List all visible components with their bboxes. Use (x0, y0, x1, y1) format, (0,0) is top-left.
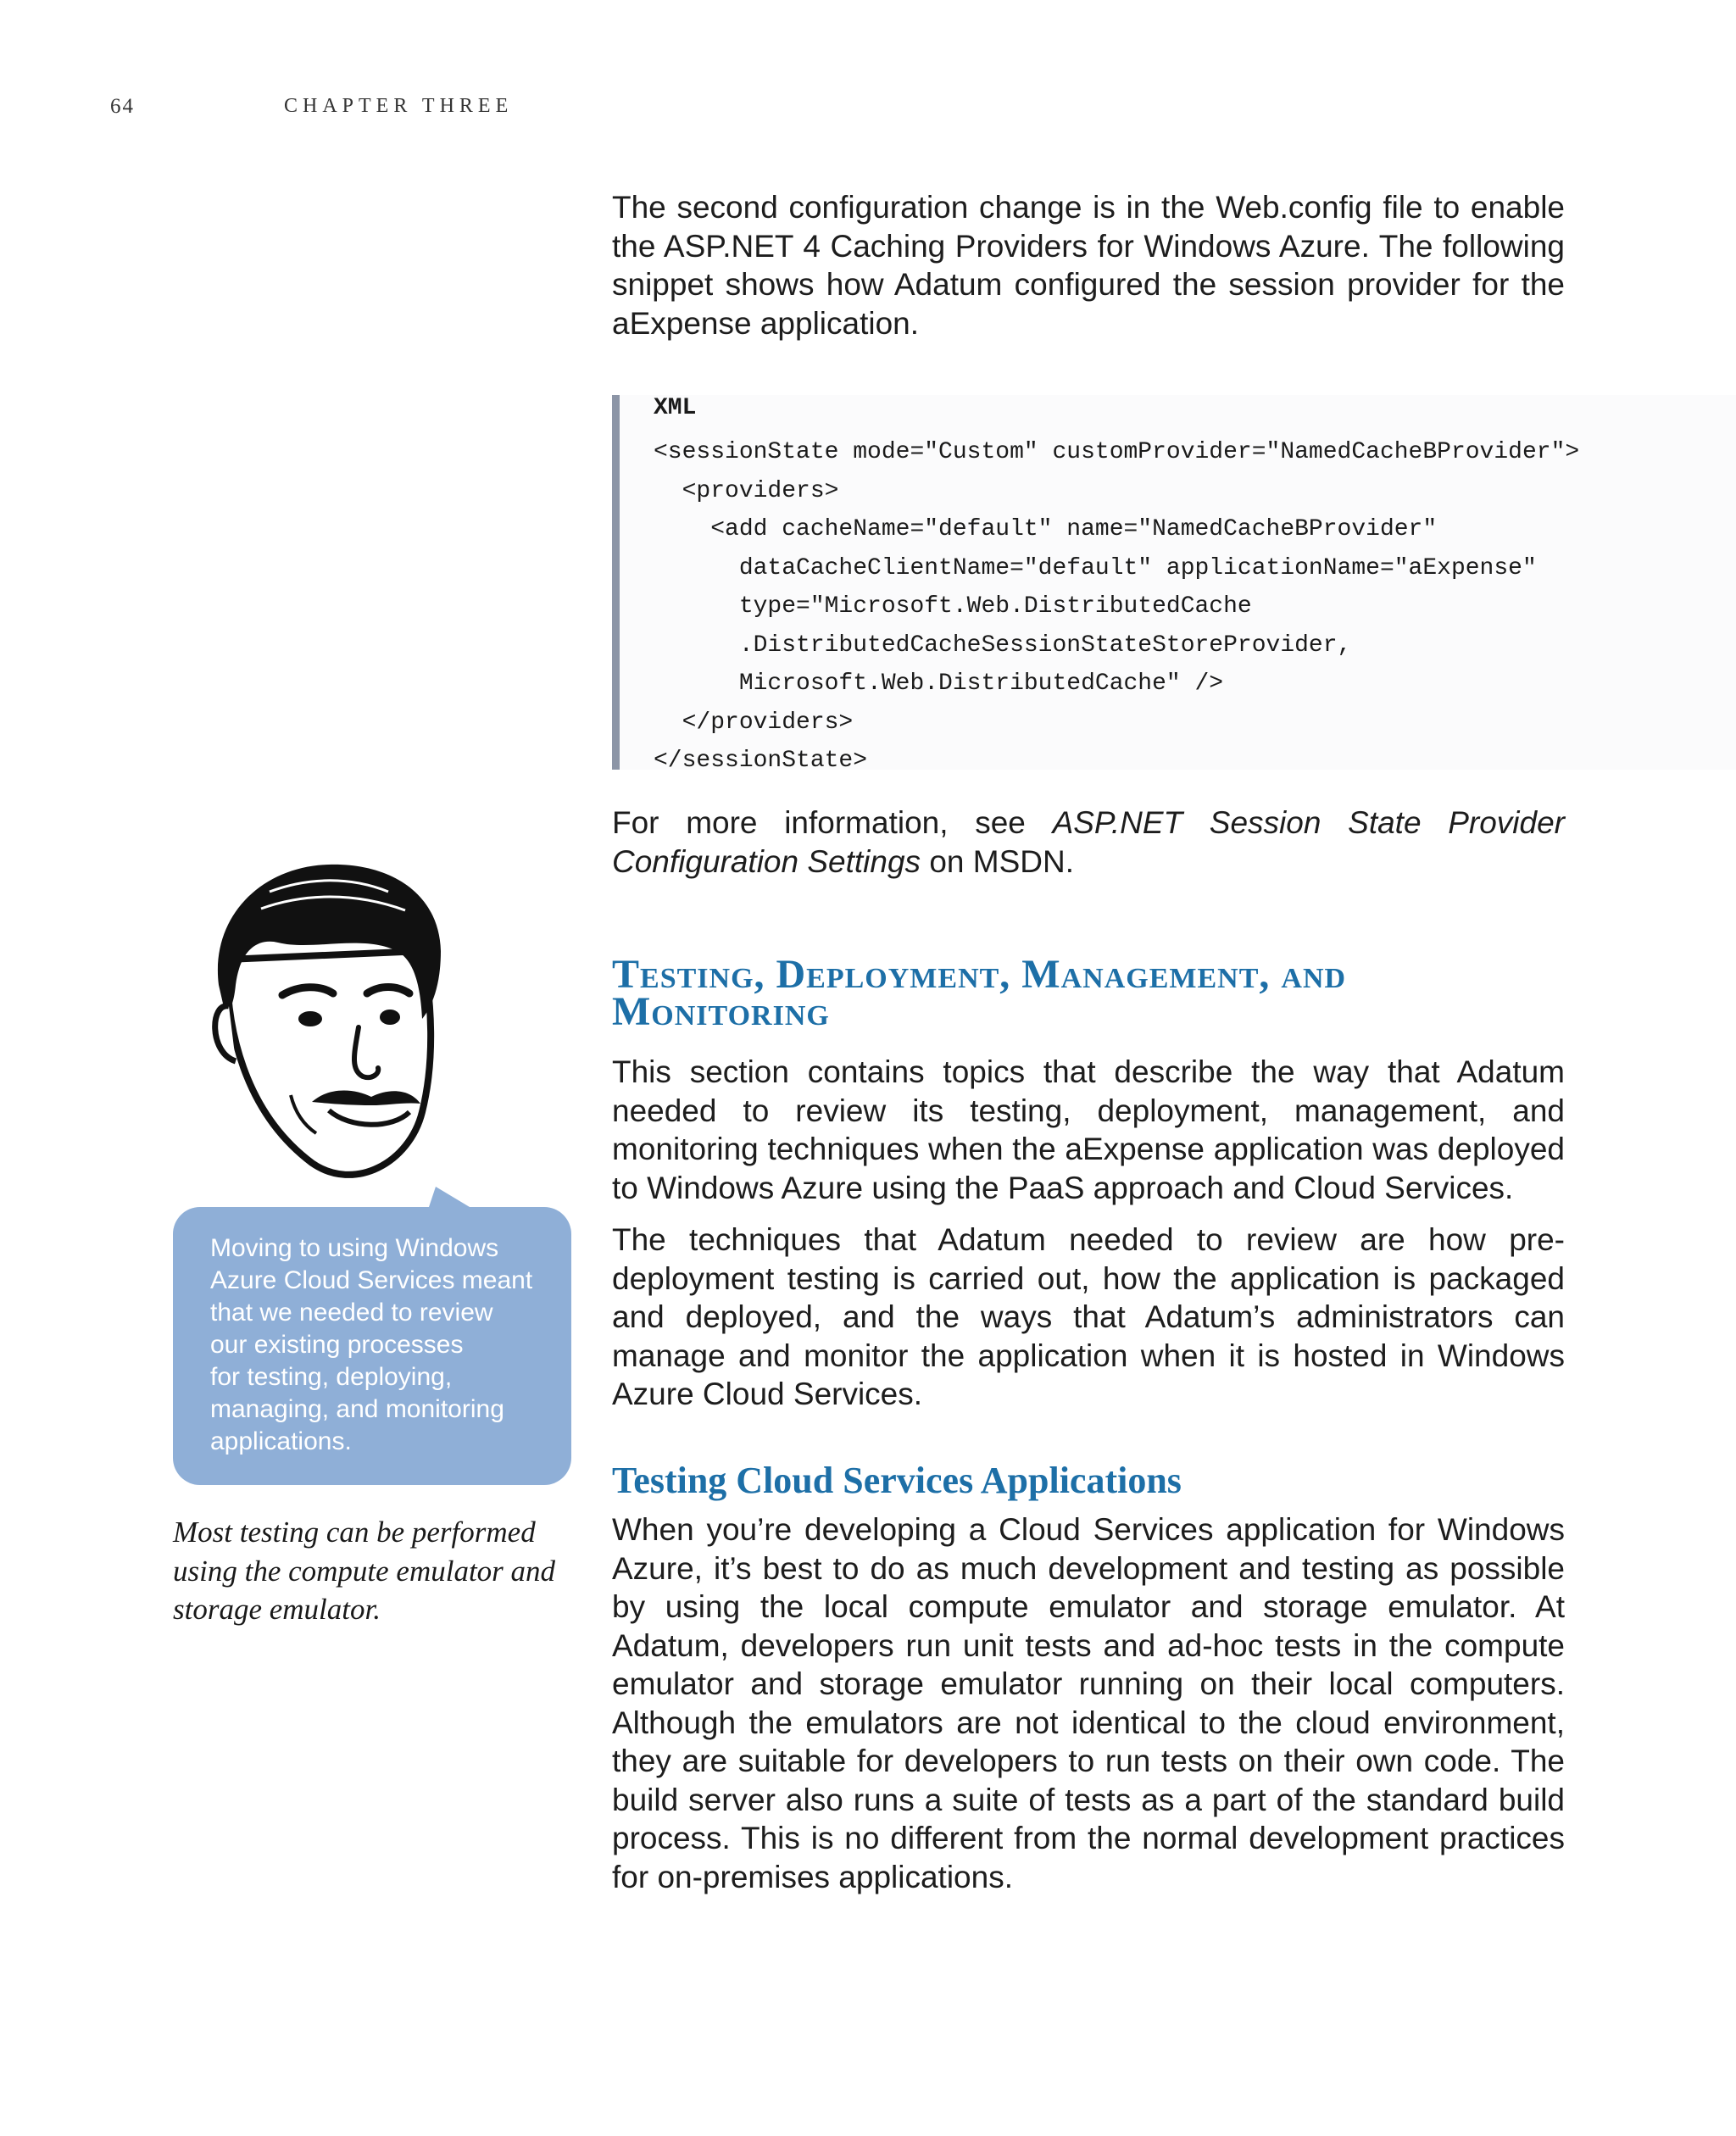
code-line: dataCacheClientName="default" applicationName="aExpense" (654, 554, 1537, 581)
bubble-line: Azure Cloud Services meant (210, 1266, 533, 1294)
bubble-line: that we needed to review (210, 1299, 493, 1327)
section-paragraph-1: This section contains topics that describe the way that Adatum needed to review its testing, deployment, management, and monitoring techniques when the aExpense application was deployed to Windows Azure using the PaaS approach and Cloud Services. (612, 1054, 1565, 1205)
testing-section (612, 952, 1565, 1414)
bubble-line: our existing processes (210, 1331, 464, 1359)
page-number: 64 (110, 95, 135, 118)
section-paragraph-2: The techniques that Adatum needed to review are how pre-deployment testing is carried out, how the application is packaged and deployed, and the ways that Adatum’s administrators can manage and monitor the application when it is hosted in Windows Azure Cloud Services. (612, 1222, 1565, 1411)
code-line: <add cacheName="default" name="NamedCacheBProvider" (654, 516, 1438, 542)
speech-bubble-text (210, 1232, 549, 1458)
intro-paragraph: The second configuration change is in the Web.config file to enable the ASP.NET 4 Caching Providers for Windows Azure. The following snippet shows how Adatum configured the session provider for the aExpense application. (612, 190, 1565, 341)
more-info-paragraph (612, 804, 1565, 881)
code-line: type="Microsoft.Web.DistributedCache (654, 593, 1252, 620)
bubble-line: applications. (210, 1427, 352, 1455)
intro-section (612, 188, 1565, 342)
more-info-section (612, 804, 1565, 881)
more-info-text: For more information, see (612, 805, 1053, 840)
code-line: Microsoft.Web.DistributedCache" /> (654, 670, 1224, 697)
bubble-line: Moving to using Windows (210, 1234, 499, 1262)
code-line: </providers> (654, 709, 854, 736)
speech-bubble (173, 1207, 571, 1485)
code-lines (654, 433, 1579, 781)
code-line: </sessionState> (654, 748, 868, 774)
subsection-heading: Testing Cloud Services Applications (612, 1460, 1182, 1501)
code-line: .DistributedCacheSessionStateStoreProvider, (654, 631, 1352, 659)
code-language-label: XML (654, 395, 697, 421)
bubble-line: for testing, deploying, (210, 1363, 453, 1391)
subsection-paragraph: When you’re developing a Cloud Services application for Windows Azure, it’s best to do as much development and testing as possible by using the local compute emulator and storage emulator. At Adatum, developers run unit tests and ad-hoc tests in the compute emulator and storage emulator running on their local computers. Although the emulators are not identical to the cloud environment, they are suitable for developers to run tests on their own code. The build server also runs a suite of tests as a part of the standard build process. This is no different from the normal development practices for on-premises applications. (612, 1512, 1565, 1894)
msdn-reference-link[interactable]: ASP.NET Session State Provider Configuration Settings (612, 805, 1566, 879)
side-note-line: using the compute emulator and (173, 1554, 556, 1588)
speech-bubble-pointer (427, 1187, 478, 1212)
code-line: <providers> (654, 477, 839, 504)
code-block (612, 395, 1736, 774)
code-line: <sessionState mode="Custom" customProvider="NamedCacheBProvider"> (654, 439, 1580, 465)
side-note (173, 1513, 580, 1629)
bubble-line: managing, and monitoring (210, 1395, 504, 1423)
running-head: CHAPTER THREE (284, 95, 514, 117)
side-note-line: Most testing can be performed (173, 1516, 536, 1549)
side-note-line: storage emulator. (173, 1593, 381, 1626)
more-info-suffix: on MSDN. (921, 843, 1074, 879)
character-portrait-illustration (210, 858, 448, 1197)
testing-cloud-services-section (612, 1460, 1565, 1896)
section-heading: Testing, Deployment, Management, and Monitoring (612, 952, 1347, 1034)
